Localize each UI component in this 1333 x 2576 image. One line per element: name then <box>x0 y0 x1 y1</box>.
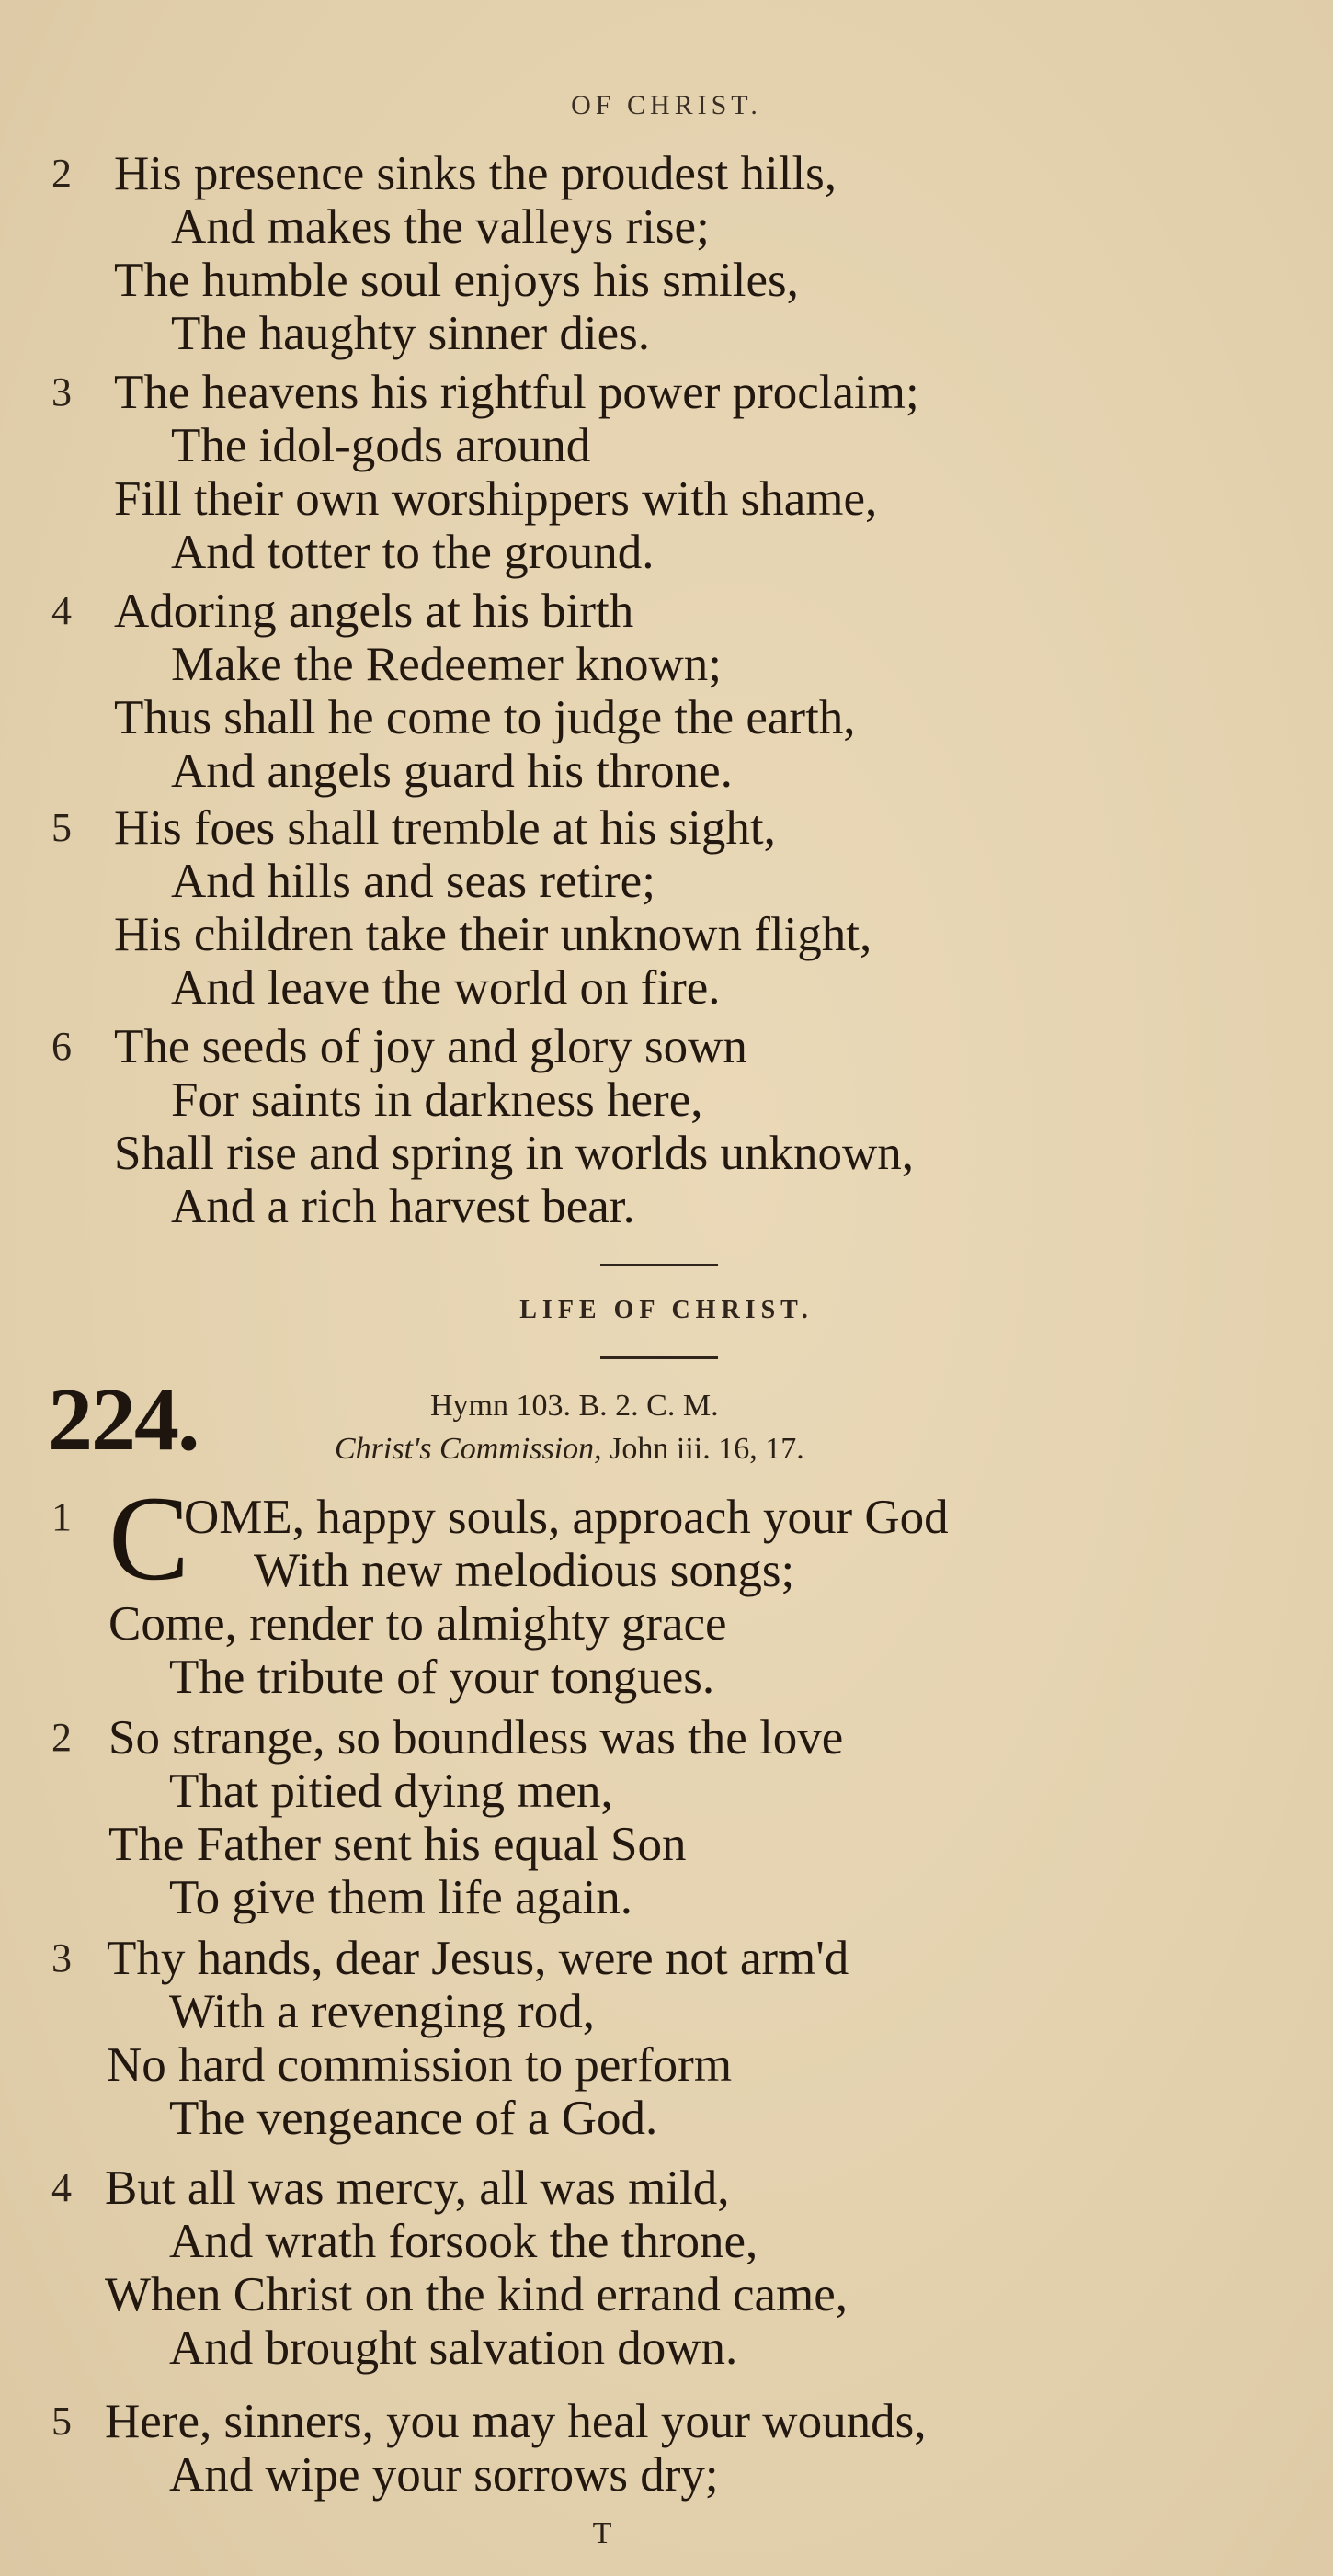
verse-line: Thy hands, dear Jesus, were not arm'd <box>107 1932 849 1985</box>
verse-number: 1 <box>51 1494 72 1539</box>
hymn-title: Christ's Commission, <box>335 1432 602 1466</box>
scripture-reference: John iii. 16, 17. <box>610 1432 804 1466</box>
verse-number: 6 <box>51 1024 72 1069</box>
section-heading: LIFE OF CHRIST. <box>519 1296 814 1324</box>
verse-line: Here, sinners, you may heal your wounds, <box>105 2395 927 2448</box>
verse-number: 2 <box>51 1715 72 1760</box>
verse-line: And hills and seas retire; <box>171 855 655 908</box>
verse-line: Fill their own worshippers with shame, <box>114 472 878 526</box>
verse-number: 5 <box>51 805 72 850</box>
verse-line: That pitied dying men, <box>169 1765 613 1818</box>
verse-line: And angels guard his throne. <box>171 744 733 798</box>
running-head: OF CHRIST. <box>571 90 762 120</box>
verse-number: 3 <box>51 1935 72 1980</box>
hymn-reference <box>335 1431 804 1468</box>
verse-number: 4 <box>51 2165 72 2210</box>
verse-line: The humble soul enjoys his smiles, <box>114 254 799 307</box>
verse-line: Thus shall he come to judge the earth, <box>114 691 856 744</box>
verse-number: 2 <box>51 151 72 196</box>
verse-line: For saints in darkness here, <box>171 1073 703 1127</box>
hymn-meter: Hymn 103. B. 2. C. M. <box>430 1389 719 1423</box>
verse-line: But all was mercy, all was mild, <box>105 2162 730 2215</box>
section-rule-top <box>600 1264 718 1266</box>
verse-line: And wipe your sorrows dry; <box>169 2448 719 2502</box>
verse-line: His presence sinks the proudest hills, <box>114 147 837 200</box>
section-rule-bottom <box>600 1356 718 1359</box>
verse-line: Shall rise and spring in worlds unknown, <box>114 1127 915 1180</box>
verse-line: When Christ on the kind errand came, <box>105 2268 848 2321</box>
verse-line: And brought salvation down. <box>169 2321 738 2375</box>
verse-number: 4 <box>51 588 72 633</box>
verse-line: No hard commission to perform <box>107 2038 733 2092</box>
verse-line: And a rich harvest bear. <box>171 1180 635 1233</box>
verse-line: The tribute of your tongues. <box>169 1651 715 1704</box>
verse-line: And totter to the ground. <box>171 526 655 579</box>
verse-line: So strange, so boundless was the love <box>108 1711 844 1765</box>
verse-line: Adoring angels at his birth <box>114 584 634 638</box>
verse-line: And leave the world on fire. <box>171 961 721 1015</box>
verse-line: The seeds of joy and glory sown <box>114 1020 747 1073</box>
verse-line: OME, happy souls, approach your God <box>184 1491 949 1544</box>
verse-number: 5 <box>51 2399 72 2444</box>
verse-line: The haughty sinner dies. <box>171 307 651 360</box>
verse-line: The Father sent his equal Son <box>108 1818 687 1871</box>
signature-mark: T <box>592 2516 612 2550</box>
verse-line: Come, render to almighty grace <box>108 1597 727 1651</box>
verse-line: His children take their unknown flight, <box>114 908 872 961</box>
verse-line: His foes shall tremble at his sight, <box>114 801 776 855</box>
drop-cap: C <box>108 1470 190 1606</box>
verse-line: The vengeance of a God. <box>169 2092 658 2145</box>
verse-line: To give them life again. <box>169 1871 633 1924</box>
hymn-number: 224. <box>48 1370 199 1470</box>
verse-line: With new melodious songs; <box>254 1544 795 1597</box>
verse-line: With a revenging rod, <box>169 1985 595 2038</box>
verse-number: 3 <box>51 369 72 414</box>
verse-line: And wrath forsook the throne, <box>169 2215 758 2268</box>
verse-line: And makes the valleys rise; <box>171 200 710 254</box>
verse-line: Make the Redeemer known; <box>171 638 722 691</box>
verse-line: The idol-gods around <box>171 419 591 472</box>
verse-line: The heavens his rightful power proclaim; <box>114 366 919 419</box>
